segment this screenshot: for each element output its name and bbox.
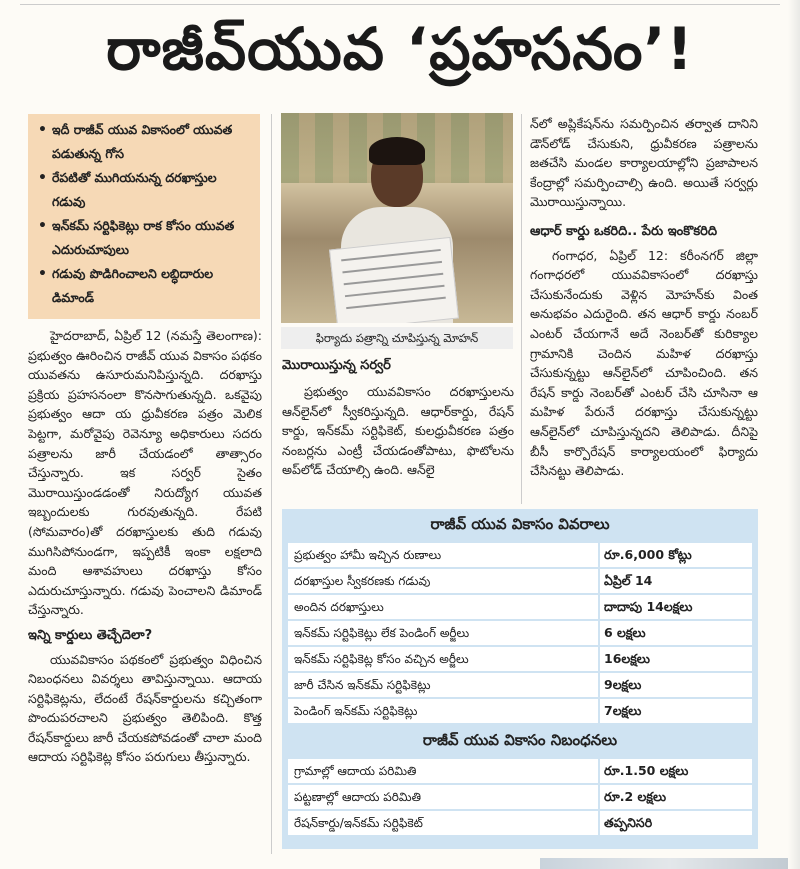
table-row [288, 647, 752, 671]
table-row [288, 811, 752, 835]
adjacent-photo-edge [540, 858, 800, 869]
table-row [288, 699, 752, 723]
row-label: దరఖాస్తుల స్వీకరణకు గడువు [288, 569, 598, 593]
right-para-2: గంగాధర, ఏప్రిల్ 12: కరీంనగర్ జిల్లా గంగాధరలో యువవికాసంలో దరఖాస్తు చేసుకునేందుకు వెళ్లిన మోహన్‌కు వింత అనుభవం ఎదురైంది. తన ఆధార్ కార్డు నంబర్ ఎంటర్ చేయగానే అదే నెంబర్‌తో కురిక్యాల గ్రామానికి చెందిన మహిళ దరఖాస్తు చేసుకున్నట్టు ఆన్‌లైన్‌లో చూపించింది. తన రేషన్ కార్డు నెంబర్‌తో ఎంటర్ చేసి చూసినా ఆ మహిళ పేరునే దరఖాస్తు చేసుకున్నట్టు ఆన్‌లైన్‌లో చూపిస్తున్నదని తెలిపాడు. దీనిపై బీసీ కార్పొరేషన్ కార్యాలయంలో ఫిర్యాదు చేసినట్టు తెలిపాడు. [530, 247, 758, 479]
middle-para: ప్రభుత్వం యువవికాసం దరఖాస్తులను ఆన్‌లైన్‌లో స్వీకరిస్తున్నది. ఆధార్‌కార్డు, రేషన్ కార్డు, ఇన్‌కమ్ సర్టిఫికెట్, కులధ్రువీకరణ పత్రం నంబర్లను ఎంట్రీ చేయడంతోపాటు, ఫొటోలను అప్‌లోడ్ చేయాల్సి ఉంది. ఆన్‌లై [282, 384, 514, 478]
rules-table-title: రాజీవ్ యువ వికాసం నిబంధనలు [422, 731, 618, 749]
left-subhead: ఇన్ని కార్డులు తెచ్చేదెలా? [28, 627, 153, 643]
highlight-item: • రేపటితో ముగియనున్న దరఖాస్తుల గడువు [34, 166, 254, 214]
row-label: ఇన్‌కమ్ సర్టిఫికెట్లు లేక పెండింగ్ అర్జీలు [288, 621, 598, 645]
highlight-item: • ఇదీ రాజీవ్ యువ వికాసంలో యువత పడుతున్న గోస [34, 118, 254, 166]
row-label: జారీ చేసిన ఇన్‌కమ్ సర్టిఫికెట్లు [288, 673, 598, 697]
left-column [28, 326, 262, 856]
row-value: రూ.6,000 కోట్లు [600, 543, 752, 567]
news-photo [281, 113, 513, 323]
row-value: 7లక్షలు [600, 699, 752, 723]
row-label: గ్రామాల్లో ఆదాయ పరిమితి [288, 759, 598, 783]
middle-subhead: మొరాయిస్తున్న సర్వర్ [282, 358, 391, 373]
highlights-box [28, 114, 260, 319]
row-label: ప్రభుత్వం హామీ ఇచ్చిన రుణాలు [288, 543, 598, 567]
row-value: రూ.1.50 లక్షలు [600, 759, 752, 783]
row-value: తప్పనిసరి [600, 811, 752, 835]
complaint-paper [329, 237, 459, 323]
table-row [288, 543, 752, 567]
headline-text: రాజీవ్‌యువ ‘ప్రహసనం’! [106, 14, 694, 83]
highlight-item: • ఇన్‌కమ్ సర్టిఫికెట్లు రాక కోసం యువత ఎదురుచూపులు [34, 214, 254, 262]
row-value: దాదాపు 14లక్షలు [600, 595, 752, 619]
row-value: రూ.2 లక్షలు [600, 785, 752, 809]
photo-caption: ఫిర్యాదు పత్రాన్ని చూపిస్తున్న మోహన్ [281, 327, 513, 349]
row-value: ఏప్రిల్ 14 [600, 569, 752, 593]
details-table-title: రాజీవ్ యువ వికాసం వివరాలు [430, 515, 610, 533]
left-para-2: యువవికాసం పథకంలో ప్రభుత్వం విధించిన నిబంధనలు వివర్శలు తావిస్తున్నాయి. ఆదాయ సర్టిఫికెట్లను, లేదంటే రేషన్‌కార్డులను కచ్చితంగా పొందుపరచాలని ప్రభుత్వం తెలిపింది. కొత్త రేషన్‌కార్డులు జారీ చేయకపోవడంతో చాలా మంది ఆదాయ సర్టిఫికెట్ల కోసం పరుగులు తీస్తున్నారు. [28, 651, 262, 765]
table-row [288, 621, 752, 645]
person-hair [369, 137, 425, 165]
row-value: 16లక్షలు [600, 647, 752, 671]
right-para-1: న్‌లో అప్లికేషన్‌ను సమర్పించిన తర్వాత దానిని డౌన్‌లోడ్ చేసుకుని, ధ్రువీకరణ పత్రాలను జతచేసి మండల కార్యాలయాల్లోని ప్రజాపాలన కేంద్రాల్లో సమర్పించాల్సి ఉంది. అయితే సర్వర్లు మొరాయిస్తున్నాయి. [530, 116, 758, 210]
middle-column [282, 382, 514, 502]
row-label: ఇన్‌కమ్ సర్టిఫికెట్ల కోసం వచ్చిన అర్జీలు [288, 647, 598, 671]
headline [0, 0, 800, 112]
highlights-list [34, 118, 254, 310]
row-value: 9లక్షలు [600, 673, 752, 697]
highlight-item: • గడువు పొడిగించాలని లబ్ధిదారుల డిమాండ్ [34, 262, 254, 310]
page-edge [788, 0, 800, 869]
column-divider [521, 114, 522, 504]
left-para-1: హైదరాబాద్, ఏప్రిల్ 12 (నమస్తే తెలంగాణ): ప్రభుత్వం ఊరించిన రాజీవ్ యువ వికాసం పథకం యువతను ఉసూరుమనిపిస్తున్నది. దరఖాస్తు ప్రక్రియ ప్రహసనంలా కొనసాగుతున్నది. ఒకవైపు ప్రభుత్వం ఆదా య ధ్రువీకరణ పత్రం మెలిక పెట్టగా, మరోవైపు రెవెన్యూ అధికారులు సదరు పత్రాలను జారీ చేయడంలో తాత్సారం చేస్తున్నారు. ఇక సర్వర్ సైతం మొరాయిస్తుండడంతో నిరుద్యోగ యువత ఇబ్బందులకు గురవుతున్నది. రేపటి (సోమవారం)తో దరఖాస్తులకు తుది గడువు ముగిసిపోనుండగా, ఇప్పటికీ ఇంకా లక్షలాది మంది ఆశావహులు దరఖాస్తు కోసం ఎదురుచూస్తున్నారు. గడువు పెంచాలని డిమాండ్ చేస్తున్నారు. [28, 328, 262, 618]
row-value: 6 లక్షలు [600, 621, 752, 645]
right-column [530, 114, 758, 506]
table-row [288, 595, 752, 619]
right-subhead: ఆధార్ కార్డు ఒకరిది.. పేరు ఇంకొకరిది [530, 223, 718, 239]
row-label: పెండింగ్ ఇన్‌కమ్ సర్టిఫికెట్లు [288, 699, 598, 723]
table-row [288, 785, 752, 809]
table-row [288, 569, 752, 593]
table-row [288, 673, 752, 697]
table-row [288, 759, 752, 783]
column-divider [271, 114, 272, 854]
details-table [282, 509, 758, 849]
row-label: పట్టణాల్లో ఆదాయ పరిమితి [288, 785, 598, 809]
row-label: రేషన్‌కార్డు/ఇన్‌కమ్ సర్టిఫికెట్ [288, 811, 598, 835]
row-label: అందిన దరఖాస్తులు [288, 595, 598, 619]
